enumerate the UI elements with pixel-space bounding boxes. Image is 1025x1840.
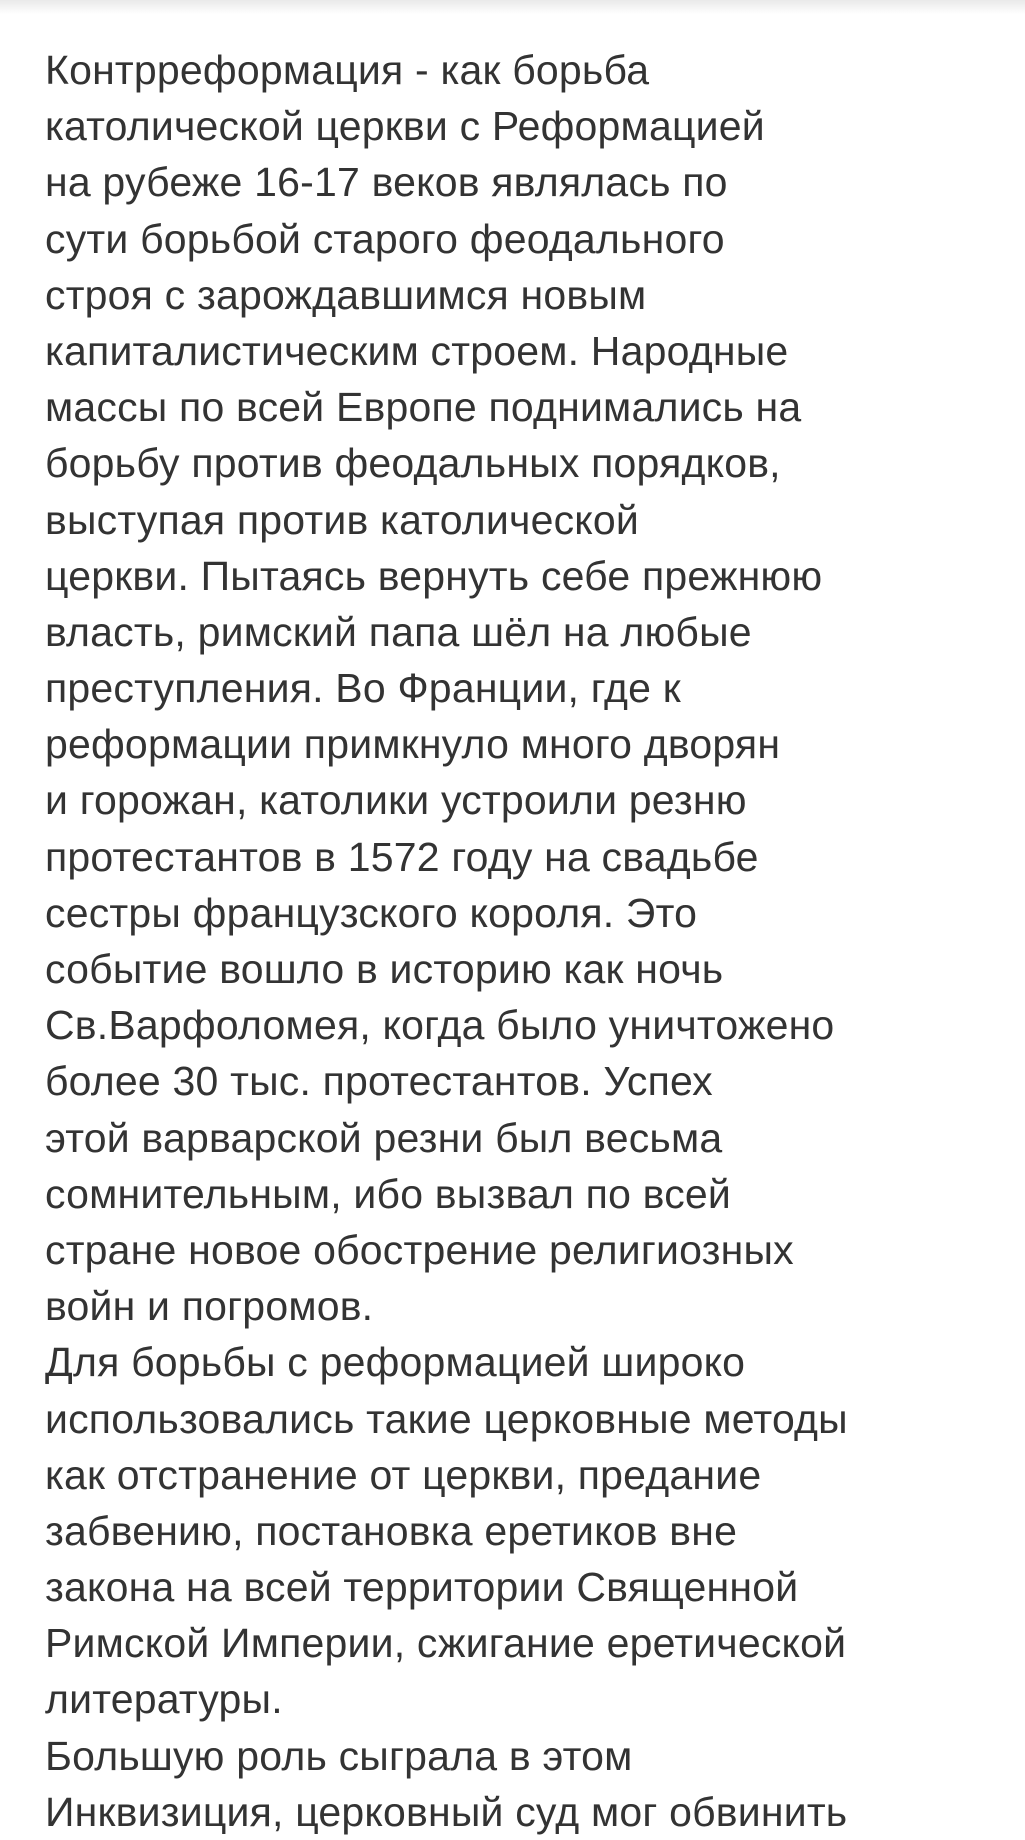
text-line: протестантов в 1572 году на свадьбе [45,833,759,880]
text-line: власть, римский папа шёл на любые [45,608,752,655]
text-line: Инквизиция, церковный суд мог обвинить [45,1788,848,1835]
text-line: и горожан, католики устроили резню [45,777,747,824]
text-line: сомнительным, ибо вызвал по всей [45,1170,732,1217]
text-line: как отстранение от церкви, предание [45,1451,762,1498]
text-line: церкви. Пытаясь вернуть себе прежнюю [45,552,823,599]
text-line: стране новое обострение религиозных [45,1226,794,1273]
text-line: войн и погромов. [45,1283,374,1330]
text-line: капиталистическим строем. Народные [45,327,789,374]
text-line: Римской Империи, сжигание еретической [45,1620,847,1667]
text-line: сестры французского короля. Это [45,889,698,936]
text-line: Для борьбы с реформацией широко [45,1339,746,1386]
text-line: строя с зарождавшимся новым [45,271,647,318]
text-line: забвению, постановка еретиков вне [45,1507,738,1554]
text-line: преступления. Во Франции, где к [45,665,681,712]
text-line: закона на всей территории Священной [45,1564,799,1611]
text-line: реформации примкнуло много дворян [45,721,781,768]
text-line: более 30 тыс. протестантов. Успех [45,1058,713,1105]
text-line: событие вошло в историю как ночь [45,946,724,992]
text-line: массы по всей Европе поднимались на [45,384,802,431]
text-line: католической церкви с Реформацией [45,103,765,150]
text-line: литературы. [45,1676,283,1723]
text-line: этой варварской резни был весьма [45,1114,723,1161]
text-line: использовались такие церковные методы [45,1395,848,1442]
text-line: на рубеже 16-17 веков являлась по [45,159,728,206]
text-line: борьбу против феодальных порядков, [45,440,781,487]
text-line: сути борьбой старого феодального [45,215,725,262]
article-text [45,42,1020,1840]
text-line: Большую роль сыграла в этом [45,1732,633,1779]
text-line: Св.Варфоломея, когда было уничтожено [45,1002,835,1049]
text-line: выступая против католической [45,496,639,543]
text-line: Контрреформация - как борьба [45,47,650,93]
top-shadow [0,0,1025,14]
